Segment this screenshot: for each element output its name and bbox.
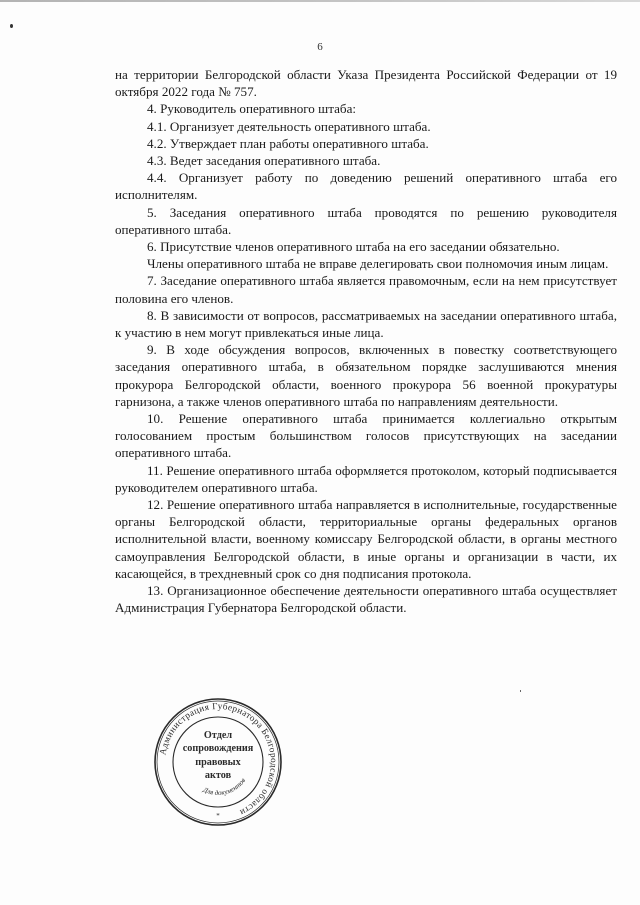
page-number: 6 <box>317 41 323 53</box>
paragraph: 8. В зависимости от вопросов, рассматриваемых на заседании оперативного штаба, к участию в нем могут привлекаться иные лица. <box>115 307 617 341</box>
paragraph: 4.3. Ведет заседания оперативного штаба. <box>147 153 381 169</box>
round-stamp <box>152 696 284 828</box>
stamp-line: правовых <box>195 756 241 768</box>
paragraph: 4.4. Организует работу по доведению решений оперативного штаба его исполнителям. <box>115 170 617 203</box>
stamp-center-text <box>152 729 284 783</box>
stamp-line: сопровождения <box>182 743 254 755</box>
paragraph: 4. Руководитель оперативного штаба: <box>147 101 357 117</box>
paragraph: 11. Решение оперативного штаба оформляется протоколом, который подписывается руководителем оперативного штаба. <box>115 462 617 495</box>
paragraph: 4.2. Утверждает план работы оперативного штаба. <box>147 135 429 151</box>
stamp-outer-text: Администрация Губернатора Белгородской области <box>157 700 280 818</box>
stamp-inner-text: Для документов <box>201 776 248 798</box>
document-body <box>115 66 617 617</box>
paragraph: Члены оперативного штаба не вправе делегировать свои полномочия иным лицам. <box>147 256 609 272</box>
paragraph: 7. Заседание оперативного штаба является правомочным, если на нем присутствует половина его членов. <box>115 273 617 306</box>
paragraph: 9. В ходе обсуждения вопросов, включенных в повестку соответствующего заседания оперативного штаба, в обязательном порядке заслушиваются мнения прокурора Белгородской области, военного прокурора 56 военной прокуратуры гарнизона, а также членов оперативного штаба по направлениям деятельности. <box>115 342 617 409</box>
paragraph: 13. Организационное обеспечение деятельности оперативного штаба осуществляет Администрация Губернатора Белгородской области. <box>115 583 617 616</box>
stamp-star: * <box>216 812 220 820</box>
paragraph: на территории Белгородской области Указа Президента Российской Федерации от 19 октября 2022 года № 757. <box>115 67 617 100</box>
paragraph: 4.1. Организует деятельность оперативного штаба. <box>147 118 431 134</box>
scan-edge <box>0 0 640 2</box>
stamp-line: актов <box>204 770 232 782</box>
paragraph: 12. Решение оперативного штаба направляется в исполнительные, государственные органы Белгородской области, территориальные органы федеральных органов исполнительной власти, военному комиссару Белгородской области, в органы местного самоуправления Белгородской области, в иные органы и организации в части, их касающейся, в трехдневный срок со дня подписания протокола. <box>115 497 617 581</box>
scan-speck <box>520 690 521 692</box>
scan-speck <box>10 24 13 28</box>
stamp-line: Отдел <box>203 730 233 741</box>
paragraph: 6. Присутствие членов оперативного штаба на его заседании обязательно. <box>147 239 560 255</box>
paragraph: 5. Заседания оперативного штаба проводятся по решению руководителя оперативного штаба. <box>115 204 617 237</box>
paragraph: 10. Решение оперативного штаба принимается коллегиально открытым голосованием простым большинством голосов присутствующих на заседании оперативного штаба. <box>115 411 617 461</box>
